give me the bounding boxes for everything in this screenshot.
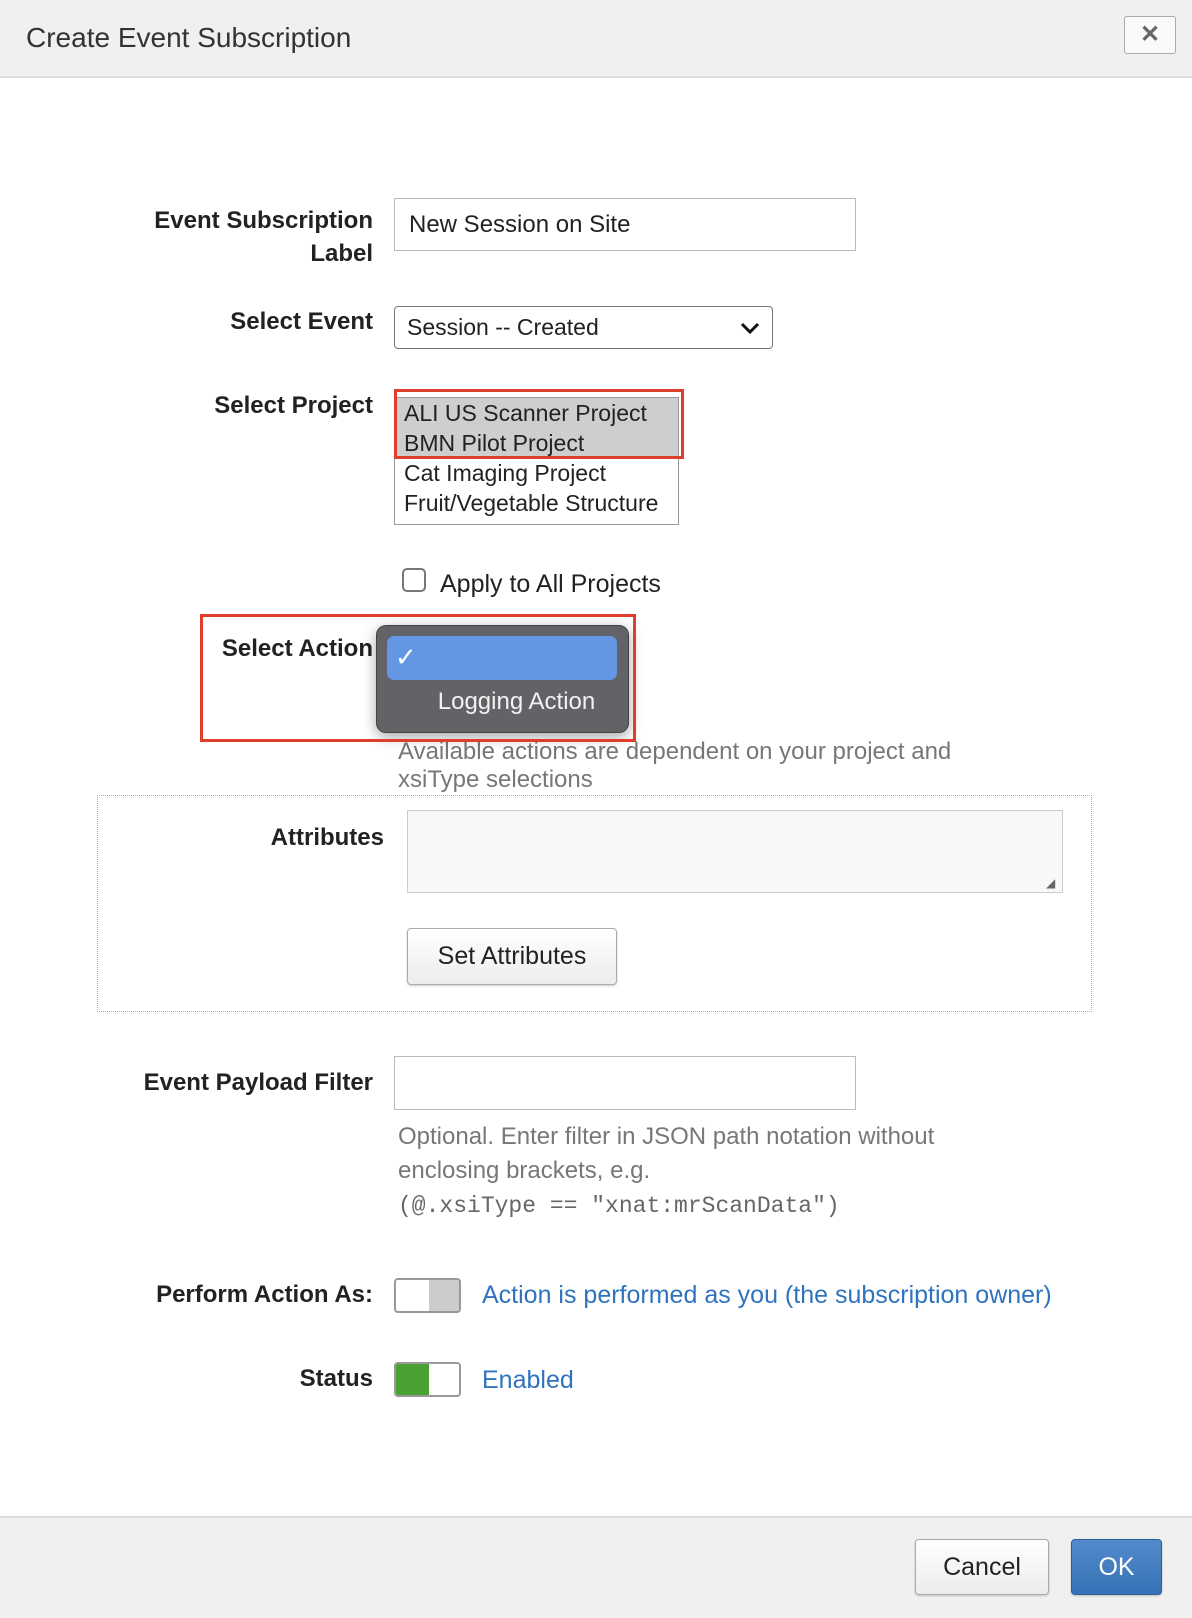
project-option[interactable]: Fruit/Vegetable Structure — [404, 490, 659, 516]
select-project-label: Select Project — [214, 392, 373, 419]
action-help-line1: Available actions are dependent on your project and — [398, 738, 952, 765]
attributes-label: Attributes — [270, 824, 384, 851]
set-attributes-button[interactable]: Set Attributes — [407, 928, 617, 985]
label-field-label: Event Subscription Label — [154, 207, 373, 267]
payload-help-line1: Optional. Enter filter in JSON path notation without — [398, 1123, 935, 1150]
resize-handle-icon[interactable]: ◢ — [1046, 876, 1056, 890]
toggle-track — [429, 1280, 459, 1311]
chevron-down-icon — [740, 321, 760, 335]
ok-button[interactable]: OK — [1071, 1539, 1162, 1595]
close-button[interactable] — [1124, 16, 1176, 54]
toggle-knob — [429, 1364, 459, 1395]
status-text: Enabled — [482, 1366, 574, 1394]
highlight-box-action — [200, 614, 636, 742]
subscription-label-input[interactable]: New Session on Site — [394, 198, 856, 251]
perform-as-text: Action is performed as you (the subscription owner) — [482, 1281, 1052, 1309]
payload-example: (@.xsiType == "xnat:mrScanData") — [398, 1193, 840, 1219]
toggle-knob — [396, 1280, 429, 1311]
apply-all-label: Apply to All Projects — [440, 570, 661, 598]
project-option[interactable]: Cat Imaging Project — [404, 460, 606, 486]
perform-as-label: Perform Action As: — [156, 1281, 373, 1308]
highlight-box-projects — [394, 389, 684, 459]
status-toggle[interactable] — [394, 1362, 461, 1397]
status-label: Status — [299, 1365, 373, 1392]
perform-as-toggle[interactable] — [394, 1278, 461, 1313]
checkmark-icon: ✓ — [395, 642, 417, 672]
select-action-label: Select Action — [221, 635, 373, 662]
dialog-title: Create Event Subscription — [26, 22, 352, 53]
select-event-label: Select Event — [230, 308, 373, 335]
payload-filter-input[interactable] — [394, 1056, 856, 1110]
close-x-icon: ✕ — [1139, 21, 1161, 48]
action-option-logging[interactable]: Logging Action — [437, 688, 596, 715]
project-option[interactable]: BMN Pilot Project — [395, 428, 678, 458]
cancel-button[interactable]: Cancel — [915, 1539, 1049, 1595]
payload-filter-label: Event Payload Filter — [143, 1069, 373, 1096]
payload-help-line2: enclosing brackets, e.g. — [398, 1157, 651, 1184]
select-event-value: Session -- Created — [407, 314, 599, 340]
apply-all-checkbox[interactable] — [402, 568, 426, 592]
select-event-dropdown[interactable] — [394, 306, 773, 349]
toggle-track — [396, 1364, 429, 1395]
attributes-textarea[interactable] — [407, 810, 1063, 893]
action-help-line2: xsiType selections — [398, 766, 593, 793]
project-option[interactable]: ALI US Scanner Project — [395, 398, 678, 428]
